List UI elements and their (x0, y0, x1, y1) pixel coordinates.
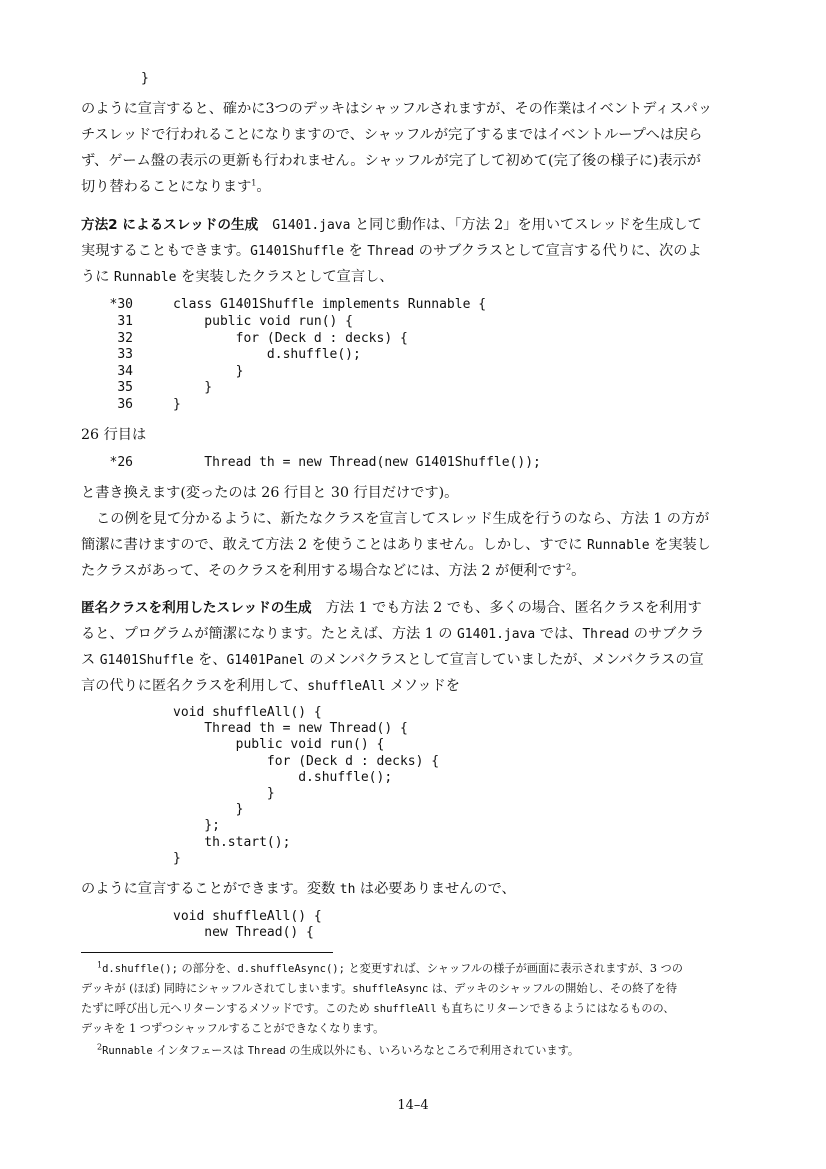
code-line: d.shuffle(); (173, 770, 393, 785)
code-line: Thread th = new Thread() { (173, 721, 408, 736)
paragraph-text: では、 (535, 626, 583, 642)
paragraph-text: を実装したクラスとして宣言し、 (176, 269, 394, 285)
code-inline: Thread (367, 244, 415, 259)
paragraph-line (81, 653, 704, 667)
line-number: 32 (117, 331, 133, 346)
code-inline: shuffleAll (307, 679, 386, 694)
paragraph-text: メソッドを (385, 678, 460, 694)
footnote-ref-2: 2 (565, 562, 572, 572)
paragraph-line (81, 244, 702, 258)
code-text: class G1401Shuffle implements Runnable { (173, 297, 487, 312)
code-inline: Thread (582, 627, 630, 642)
code-inline: G1401.java (456, 627, 536, 642)
code-line: void shuffleAll() { (173, 909, 322, 924)
code-inline: G1401Shuffle (250, 244, 345, 259)
footnote-line (97, 960, 683, 975)
code-inline: Runnable (102, 1045, 153, 1057)
paragraph-line (81, 627, 704, 641)
footnote-text: デッキが (ほぼ) 同時にシャッフルされてしまいます。 (81, 982, 353, 995)
paragraph-text: 実現することもできます。 (81, 243, 251, 259)
paragraph-line (81, 882, 516, 896)
paragraph-line (81, 601, 702, 616)
footnote-line (81, 1003, 674, 1015)
paragraph-text: 言の代りに匿名クラスを利用して、 (81, 678, 308, 694)
page-number: 14–4 (397, 1098, 429, 1113)
line-number: 34 (117, 364, 133, 379)
footnote-mark: 2 (97, 1042, 103, 1052)
code-text: public void run() { (173, 314, 354, 329)
paragraph-line: と書き換えます(変ったのは 26 行目と 30 行目だけです)。 (81, 485, 459, 501)
line-number: *30 (109, 297, 133, 312)
code-text: } (173, 380, 213, 395)
paragraph-line: のように宣言すると、確かに3つのデッキはシャッフルされますが、その作業はイベントディスパッ (81, 101, 713, 117)
line-number: 35 (117, 380, 133, 395)
code-inline: G1401Shuffle (99, 653, 194, 668)
line-number: 36 (117, 397, 133, 412)
paragraph-text: ると、プログラムが簡潔になります。たとえば、方法 1 の (81, 626, 457, 642)
paragraph-text: は必要ありませんので、 (355, 881, 516, 897)
footnote-text: は、デッキのシャッフルの開始し、その終了を待 (428, 982, 678, 995)
code-line: for (Deck d : decks) { (173, 754, 440, 769)
footnote-mark: 1 (97, 960, 103, 970)
code-text: d.shuffle(); (173, 347, 361, 362)
code-inline: d.shuffle(); (102, 963, 178, 975)
code-line: } (173, 802, 244, 817)
footnote-rule (81, 952, 333, 953)
code-text: Thread th = new Thread(new G1401Shuffle()); (173, 455, 541, 470)
footnote-line: デッキを 1 つずつシャッフルすることができなくなります。 (81, 1022, 385, 1035)
line-number: *26 (109, 455, 133, 470)
paragraph-text: ス (81, 652, 100, 668)
paragraph-text: 切り替わることになります (81, 179, 252, 195)
code-line: th.start(); (173, 835, 291, 850)
code-inline: Thread (247, 1045, 286, 1057)
footnote-text: と変更すれば、シャッフルの様子が画面に表示されますが、3 つの (344, 962, 683, 975)
paragraph-text: のサブクラ (629, 626, 705, 642)
paragraph-line (81, 218, 702, 233)
section-heading: 方法2 によるスレッドの生成 (81, 217, 259, 233)
section-heading: 匿名クラスを利用したスレッドの生成 (81, 600, 312, 616)
paragraph-line (81, 538, 711, 552)
code-line: public void run() { (173, 737, 385, 752)
paragraph-line (81, 679, 460, 693)
paragraph-text: たクラスがあって、そのクラスを利用する場合などには、方法 2 が便利です (81, 563, 566, 579)
code-inline: Runnable (113, 270, 177, 285)
code-text: } (173, 397, 181, 412)
code-inline: shuffleAsync (352, 983, 429, 995)
code-text: for (Deck d : decks) { (173, 331, 408, 346)
paragraph-text: 方法 1 でも方法 2 でも、多くの場合、匿名クラスを利用す (325, 600, 702, 616)
paragraph-line (81, 180, 271, 194)
code-line: } (173, 786, 275, 801)
paragraph-text: を (344, 243, 368, 259)
footnote-text: も直ちにリターンできるようにはなるものの、 (436, 1002, 675, 1015)
footnote-text: たずに呼び出し元へリターンするメソッドです。このため (81, 1002, 374, 1015)
code-inline: shuffleAll (373, 1003, 437, 1015)
paragraph-text: を、 (193, 652, 227, 668)
footnote-ref-1: 1 (251, 178, 257, 188)
code-line: } (173, 851, 181, 866)
code-inline: G1401Panel (226, 653, 305, 668)
paragraph-text: のメンバクラスとして宣言していましたが、メンバクラスの宣 (304, 652, 704, 668)
paragraph-text: のサブクラスとして宣言する代りに、次のよ (414, 243, 702, 259)
paragraph-text: を実装し (649, 537, 711, 553)
code-line: void shuffleAll() { (173, 705, 322, 720)
code-closing-brace: } (141, 71, 149, 86)
footnote-line (97, 1042, 580, 1057)
paragraph-line (81, 564, 585, 578)
code-line: }; (173, 818, 220, 833)
paragraph-line: ず、ゲーム盤の表示の更新も行われません。シャッフルが完了して初めて(完了後の様子に)表示が (81, 153, 701, 169)
code-inline: G1401.java (272, 218, 351, 233)
paragraph-line: チスレッドで行われることになりますので、シャッフルが完了するまではイベントループへは戻ら (81, 127, 703, 143)
code-text: } (173, 364, 244, 379)
code-inline: d.shuffleAsync(); (237, 963, 345, 975)
code-line: new Thread() { (173, 925, 314, 940)
paragraph-text: と同じ動作は、「方法 2」を用いてスレッドを生成して (350, 217, 702, 233)
line-number: 33 (117, 347, 133, 362)
code-inline: Runnable (586, 538, 650, 553)
line-number: 31 (117, 314, 133, 329)
paragraph-text: 。 (256, 179, 271, 195)
footnote-text: インタフェースは (152, 1044, 248, 1057)
footnote-text: の生成以外にも、いろいろなところで利用されています。 (285, 1044, 580, 1057)
code-inline: th (339, 882, 356, 897)
footnote-line (81, 983, 677, 995)
paragraph-text: 簡潔に書けますので、敢えて方法 2 を使うことはありません。しかし、すでに (81, 537, 587, 553)
paragraph-line (81, 270, 393, 284)
paragraph-text: のように宣言することができます。変数 (81, 881, 340, 897)
paragraph-line: 26 行目は (81, 427, 147, 443)
footnote-text: の部分を、 (177, 962, 238, 975)
paragraph-line: この例を見て分かるように、新たなクラスを宣言してスレッド生成を行うのなら、方法 1 の方が (96, 511, 710, 527)
paragraph-text: うに (81, 269, 114, 285)
paragraph-text: 。 (571, 563, 586, 579)
